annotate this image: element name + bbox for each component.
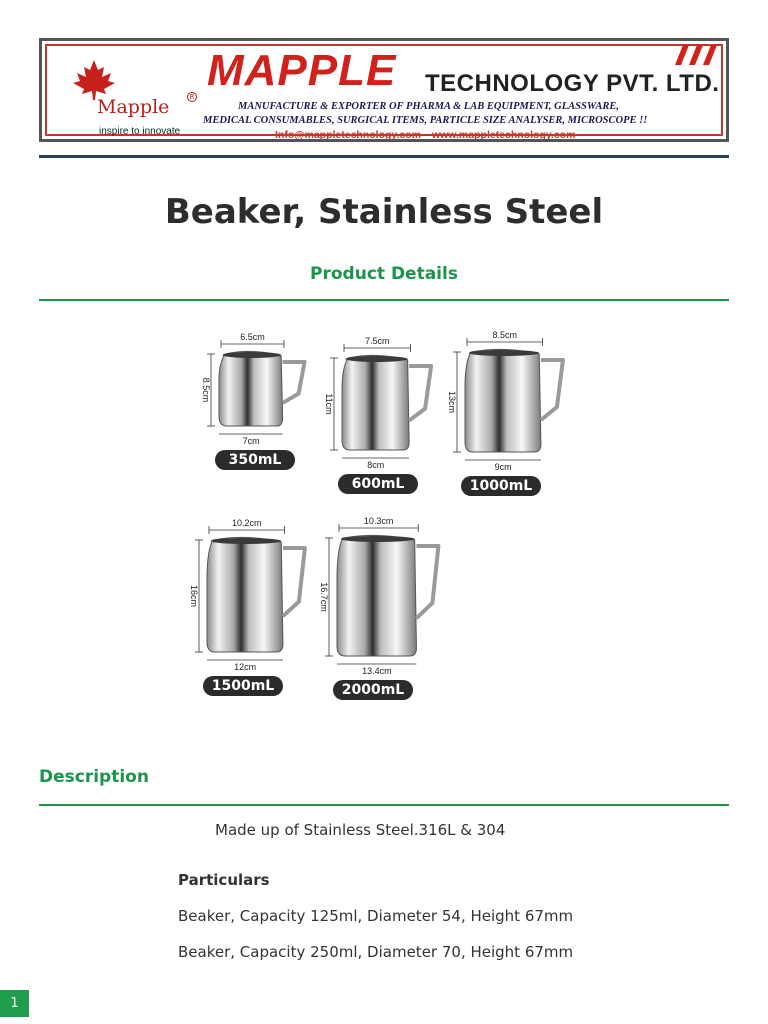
header-divider [39, 155, 729, 158]
bottom-width-label: 13.4cm [362, 666, 392, 676]
height-label: 16.7cm [319, 582, 329, 612]
beaker-illustration [443, 330, 587, 474]
height-label: 8.5cm [201, 377, 211, 403]
beaker-body [342, 355, 409, 450]
company-name [207, 46, 721, 97]
top-width-label: 6.5cm [240, 332, 265, 342]
bottom-width-label: 7cm [242, 436, 260, 446]
banner-contact [275, 129, 575, 141]
page-number: 1 [0, 990, 29, 1017]
top-width-label: 8.5cm [492, 330, 518, 340]
product-1500ml [185, 518, 329, 694]
beaker-body [465, 349, 541, 452]
height-label: 13cm [447, 390, 457, 414]
banner-tagline-1: MANUFACTURE & EXPORTER OF PHARMA & LAB EQUIPMENT, GLASSWARE, [238, 101, 620, 112]
logo-tagline: inspire to innovate [99, 126, 181, 137]
capacity-badge: 1000mL [461, 476, 541, 496]
contact-website[interactable]: www.mappletechnology.com [431, 129, 576, 141]
particular-item: Beaker, Capacity 250ml, Diameter 70, Height 67mm [178, 943, 574, 961]
product-600ml [320, 336, 454, 492]
page-title: Beaker, Stainless Steel [164, 192, 604, 232]
contact-email[interactable]: Info@mappletechnology.com [275, 129, 421, 141]
company-name-main: MAPPLE [207, 46, 397, 95]
description-text: Made up of Stainless Steel.316L & 304 [215, 821, 506, 839]
capacity-badge: 600mL [338, 474, 418, 494]
particulars-heading: Particulars [178, 871, 270, 889]
product-image-grid [185, 330, 585, 710]
decorative-stripes-icon [669, 45, 717, 65]
bottom-width-label: 9cm [494, 462, 512, 472]
capacity-badge: 350mL [215, 450, 295, 470]
particular-item: Beaker, Capacity 125ml, Diameter 54, Height 67mm [178, 907, 574, 925]
bottom-width-label: 8cm [367, 460, 385, 470]
top-width-label: 10.3cm [363, 516, 394, 526]
beaker-illustration [197, 332, 327, 448]
product-350ml [197, 332, 327, 468]
banner-tagline-2: MEDICAL CONSUMABLES, SURGICAL ITEMS, PARTICLE SIZE ANALYSER, MICROSCOPE !! [203, 115, 648, 126]
banner-frame [45, 44, 723, 141]
capacity-badge: 2000mL [333, 680, 413, 700]
product-details-heading: Product Details [310, 264, 458, 284]
bottom-width-label: 12cm [234, 662, 257, 672]
beaker-body [219, 351, 283, 426]
company-name-rest: TECHNOLOGY PVT. LTD. [425, 70, 720, 97]
capacity-badge: 1500mL [203, 676, 283, 696]
logo-brand: Mapple [97, 96, 170, 118]
header-banner [39, 38, 729, 142]
top-width-label: 10.2cm [232, 518, 262, 528]
beaker-body [207, 537, 283, 652]
top-width-label: 7.5cm [365, 336, 390, 346]
description-divider [39, 804, 729, 806]
beaker-illustration [185, 518, 329, 674]
product-details-divider [39, 299, 729, 301]
beaker-illustration [320, 336, 454, 472]
product-2000ml [315, 516, 463, 698]
height-label: 11cm [324, 393, 334, 415]
description-heading: Description [39, 767, 149, 787]
beaker-illustration [315, 516, 463, 678]
product-1000ml [443, 330, 587, 494]
height-label: 16cm [189, 584, 199, 608]
beaker-body [337, 535, 416, 656]
company-logo [59, 54, 209, 140]
registered-mark: R [187, 92, 197, 102]
